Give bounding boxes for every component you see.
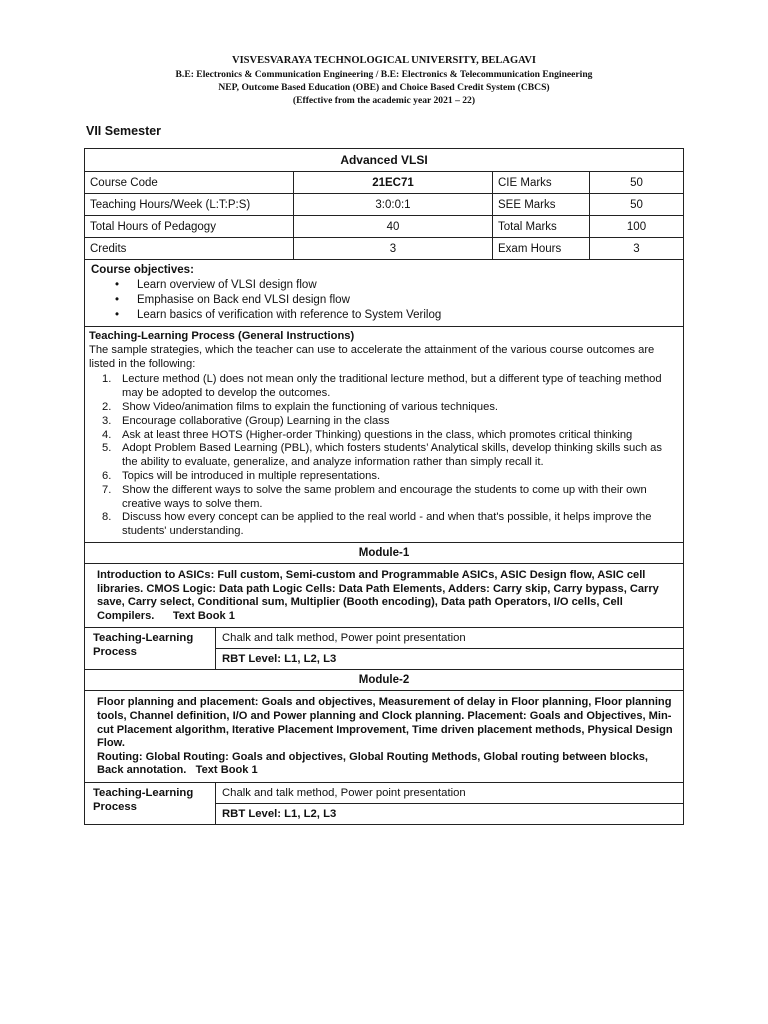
module-2-routing-text: Global Routing: Goals and objectives, Global Routing Methods, Global routing between blocks, Back annotation. xyxy=(97,750,649,777)
teaching-learning-process xyxy=(85,326,683,542)
course-info-row xyxy=(85,215,683,237)
module-1-teaching-learning xyxy=(85,627,683,669)
rbt-value: L1, L2, L3 xyxy=(284,807,337,820)
tlp-item-number: 6. xyxy=(102,469,112,482)
tl-process-label: Teaching-Learning Process xyxy=(93,632,194,659)
info-label: Total Hours of Pedagogy xyxy=(90,221,216,233)
semester-label: VII Semester xyxy=(86,124,162,138)
tlp-intro: The sample strategies, which the teacher can use to accelerate the attainment of the various course outcomes are listed in the following: xyxy=(89,343,655,370)
module-1-title: Module-1 xyxy=(85,542,683,563)
course-info-row xyxy=(85,171,683,193)
tlp-item-number: 4. xyxy=(102,428,112,441)
objective-item: • Learn basics of verification with reference to System Verilog xyxy=(137,308,677,323)
module-2-textbook: Text Book 1 xyxy=(195,764,258,777)
info-value: 3:0:0:1 xyxy=(293,194,492,215)
module-2-floorplan-text: : Goals and objectives, Measurement of delay in Floor planning, Floor planning tools, Channel definition, I/O and Power planning and Clock planning. Placement: Goals and Objectives, Min-cut Placement algorithm, Iterative Placement Improvement, Time driven placement methods, Physical Design Flow. xyxy=(97,696,673,750)
tlp-item-number: 5. xyxy=(102,442,112,455)
course-info-row xyxy=(85,193,683,215)
tlp-item-text: Lecture method (L) does not mean only the traditional lecture method, but a different type of teaching method may be adopted to develop the outcomes. xyxy=(122,373,662,400)
tlp-item-number: 7. xyxy=(102,483,112,496)
tlp-item-number: 3. xyxy=(102,414,112,427)
course-title: Advanced VLSI xyxy=(340,153,428,167)
info-label: Teaching Hours/Week (L:T:P:S) xyxy=(90,199,251,211)
tl-method: Chalk and talk method, Power point presentation xyxy=(222,632,466,645)
tlp-item xyxy=(102,483,677,512)
info-value: 50 xyxy=(589,194,683,215)
objectives-heading: Course objectives: xyxy=(91,264,194,276)
syllabus-table xyxy=(84,148,684,825)
tl-method: Chalk and talk method, Power point presentation xyxy=(222,786,466,799)
tlp-item xyxy=(102,400,677,415)
module-1-textbook: Text Book 1 xyxy=(172,609,235,622)
effective-line: (Effective from the academic year 2021 – 22) xyxy=(292,95,476,106)
tlp-item-number: 8. xyxy=(102,511,112,524)
tlp-item-number: 2. xyxy=(102,400,112,413)
module-1-topics: Introduction to ASICs: Full custom, Semi-custom and Programmable ASICs, ASIC Design flow, ASIC cell libraries. CMOS Logic: Data path Logic Cells: Data Path Elements, Adders: Carry skip, Carry bypass, Carry save, Carry select, Conditional sum, Multiplier (Booth encoding), Data path Operators, I/O cells, Cell Compilers. xyxy=(97,568,659,622)
info-label: CIE Marks xyxy=(492,172,589,193)
info-label: Total Marks xyxy=(492,216,589,237)
module-2-heading-routing: Routing: xyxy=(97,750,143,763)
info-label: SEE Marks xyxy=(492,194,589,215)
objective-item: • Emphasise on Back end VLSI design flow xyxy=(137,293,677,308)
tlp-item-text: Show Video/animation films to explain the functioning of various techniques. xyxy=(122,400,499,413)
university-name: VISVESVARAYA TECHNOLOGICAL UNIVERSITY, BELAGAVI xyxy=(231,55,537,66)
tlp-item xyxy=(102,511,677,539)
info-label: Exam Hours xyxy=(492,238,589,259)
rbt-level xyxy=(216,648,683,669)
tlp-item-text: Topics will be introduced in multiple representations. xyxy=(122,469,381,482)
scheme-line: NEP, Outcome Based Education (OBE) and Choice Based Credit System (CBCS) xyxy=(218,82,550,93)
info-value: 50 xyxy=(589,172,683,193)
tlp-item-text: Encourage collaborative (Group) Learning in the class xyxy=(122,414,390,427)
objective-item: • Learn overview of VLSI design flow xyxy=(137,278,677,293)
programme-line: B.E: Electronics & Communication Engineering / B.E: Electronics & Telecommunication Engineering xyxy=(175,69,593,80)
info-value: 40 xyxy=(293,216,492,237)
rbt-label: RBT Level: xyxy=(222,653,282,666)
module-2-title: Module-2 xyxy=(85,669,683,690)
tlp-heading: Teaching-Learning Process (General Instructions) xyxy=(89,330,355,342)
info-value: 3 xyxy=(589,238,683,259)
info-value: 100 xyxy=(589,216,683,237)
tlp-item xyxy=(102,414,677,429)
course-info-row xyxy=(85,237,683,259)
tlp-item-text: Adopt Problem Based Learning (PBL), which fosters students’ Analytical skills, develop thinking skills such as the ability to evaluate, generalize, and analyze information rather than simply recall it. xyxy=(122,442,662,469)
tlp-item-text: Show the different ways to solve the same problem and encourage the students to come up with their own creative ways to solve them. xyxy=(122,483,647,510)
rbt-label: RBT Level: xyxy=(222,807,282,820)
tlp-item-text: Ask at least three HOTS (Higher-order Thinking) questions in the class, which promotes critical thinking xyxy=(122,428,633,441)
info-label: Course Code xyxy=(90,177,158,189)
info-label: Credits xyxy=(90,243,127,255)
tl-process-label: Teaching-Learning Process xyxy=(93,786,194,813)
tlp-item xyxy=(102,373,677,401)
info-value: 21EC71 xyxy=(293,172,492,193)
tlp-item-number: 1. xyxy=(102,373,112,386)
module-2-heading-floorplan: Floor planning and placement xyxy=(97,696,255,709)
tlp-item xyxy=(102,469,677,484)
module-2-teaching-learning xyxy=(85,782,683,824)
rbt-level xyxy=(216,803,683,824)
module-1-content xyxy=(85,563,683,627)
course-objectives xyxy=(85,259,683,326)
module-2-content xyxy=(85,690,683,782)
info-value: 3 xyxy=(293,238,492,259)
rbt-value: L1, L2, L3 xyxy=(284,653,337,666)
tlp-item xyxy=(102,442,677,470)
tlp-item-text: Discuss how every concept can be applied to the real world - and when that's possible, it helps improve the students' understanding. xyxy=(122,511,652,538)
tlp-item xyxy=(102,428,677,443)
